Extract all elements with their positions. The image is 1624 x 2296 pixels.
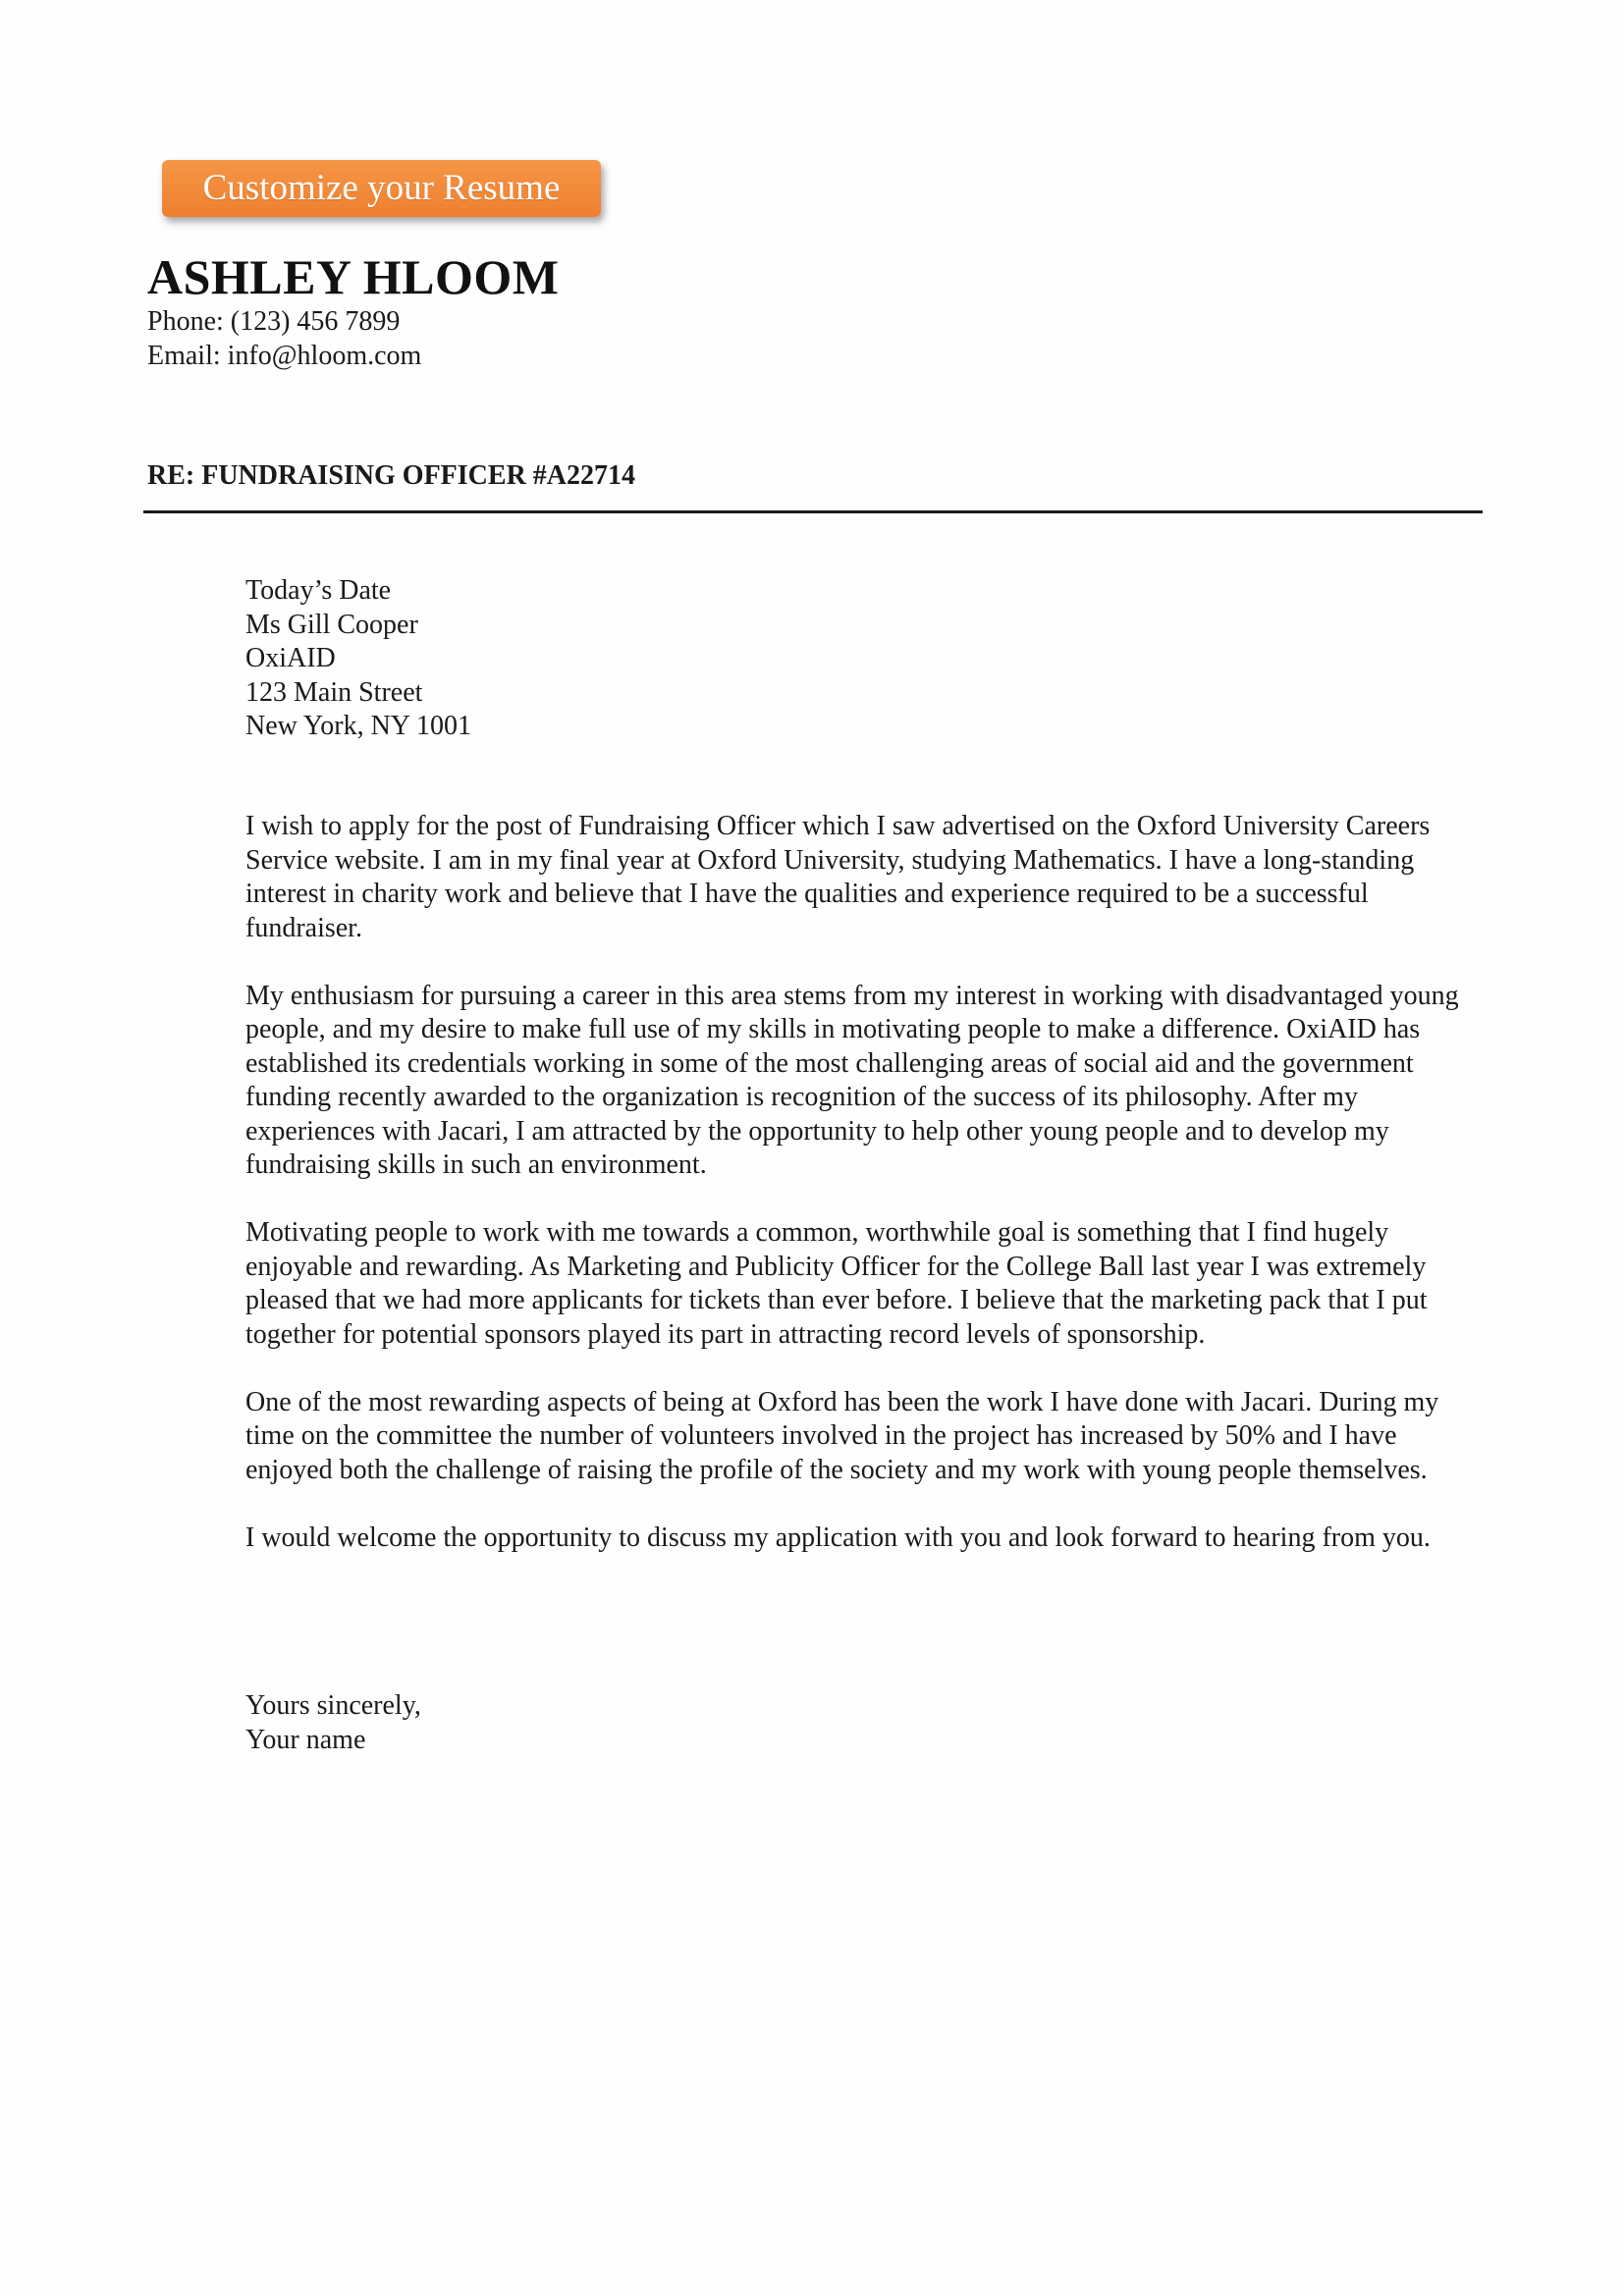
recipient-street: 123 Main Street [245, 676, 423, 708]
recipient-city: New York, NY 1001 [245, 711, 471, 741]
header-divider [143, 510, 1483, 513]
body-paragraph: I wish to apply for the post of Fundraising Officer which I saw advertised on the Oxford University Careers Service website. I am in my final year at Oxford University, studying Mathematics. I have a long-standing interest in charity work and believe that I have the qualities and experience required to be a successful fundraiser. [245, 811, 1431, 943]
customize-resume-button[interactable]: Customize your Resume [162, 160, 601, 217]
recipient-address [245, 574, 471, 744]
letter-body [245, 810, 1485, 1589]
subject-line: RE: FUNDRAISING OFFICER #A22714 [147, 460, 636, 491]
closing-salutation: Yours sincerely, [245, 1690, 421, 1721]
date-line: Today’s Date [245, 575, 392, 606]
phone-line: Phone: (123) 456 7899 [147, 306, 401, 337]
body-paragraph: Motivating people to work with me towards a common, worthwhile goal is something that I find hugely enjoyable and rewarding. As Marketing and Publicity Officer for the College Ball last year I was extremely pleased that we had more applicants for tickets than ever before. I believe that the marketing pack that I put together for potential sponsors played its part in attracting record levels of sponsorship. [245, 1217, 1428, 1350]
contact-block [147, 304, 421, 373]
body-paragraph: I would welcome the opportunity to discuss my application with you and look forward to hearing from you. [245, 1522, 1431, 1553]
email-line: Email: info@hloom.com [147, 341, 422, 371]
closing-signature: Your name [245, 1724, 366, 1755]
recipient-name: Ms Gill Cooper [245, 609, 418, 640]
letter-closing [245, 1689, 421, 1757]
body-paragraph: My enthusiasm for pursuing a career in this area stems from my interest in working with disadvantaged young people, and my desire to make full use of my skills in motivating people to make a difference. OxiAID has established its credentials working in some of the most challenging areas of social aid and the government funding recently awarded to the organization is recognition of the success of its philosophy. After my experiences with Jacari, I am attracted by the opportunity to help other young people and to develop my fundraising skills in such an environment. [245, 980, 1459, 1180]
applicant-name: ASHLEY HLOOM [147, 249, 560, 304]
body-paragraph: One of the most rewarding aspects of being at Oxford has been the work I have done with Jacari. During my time on the committee the number of volunteers involved in the project has increased by 50% and I have enjoyed both the challenge of raising the profile of the society and my work with young people themselves. [245, 1386, 1439, 1485]
recipient-company: OxiAID [245, 643, 336, 673]
